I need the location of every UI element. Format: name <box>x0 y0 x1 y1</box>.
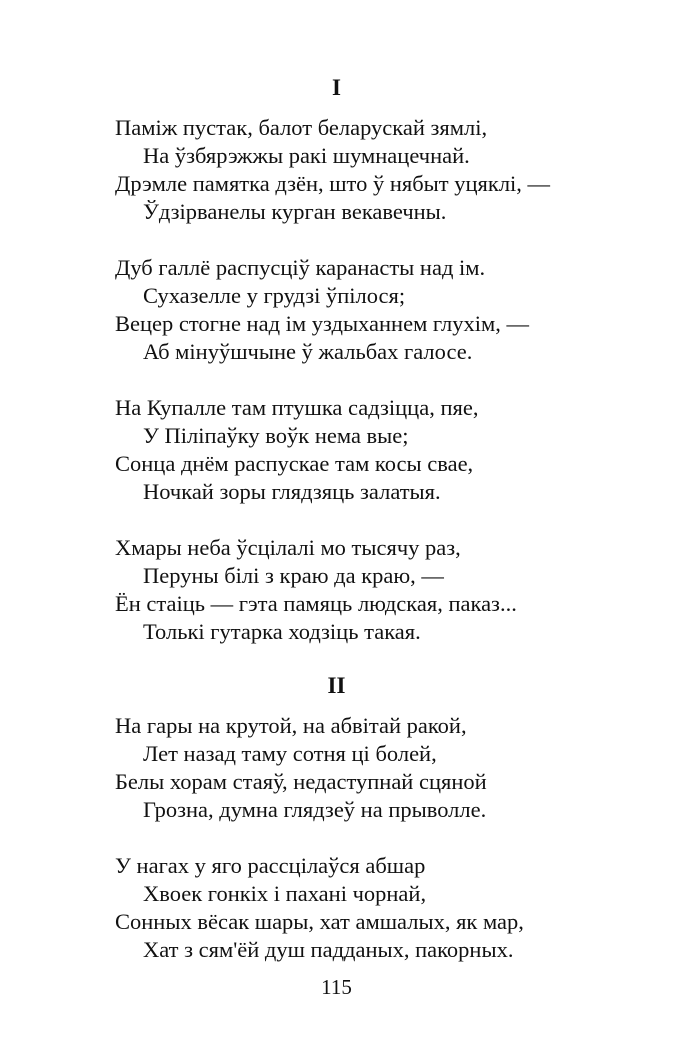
verse-line: Аб мінуўшчыне ў жальбах галосе. <box>143 339 473 364</box>
verse-line: На гары на крутой, на абвітай ракой, <box>115 713 467 738</box>
verse-line: Сонца днём распускае там косы свае, <box>115 451 474 476</box>
verse-line: У нагах у яго рассцілаўся абшар <box>115 853 426 878</box>
verse-line: Сухазелле у грудзі ўпілося; <box>143 283 406 308</box>
verse-line: Хмары неба ўсцілалі мо тысячу раз, <box>115 535 461 560</box>
verse-line: Хат з сям'ёй душ падданых, пакорных. <box>143 937 514 962</box>
verse-line: Ён стаіць — гэта памяць людская, паказ... <box>115 591 517 616</box>
section-number-1: I <box>332 75 341 100</box>
verse-line: Ўдзірванелы курган векавечны. <box>143 199 447 224</box>
section-number-2: II <box>327 673 346 698</box>
verse-line: Дуб галлё распусціў каранасты над ім. <box>115 255 486 280</box>
verse-line: Перуны білі з краю да краю, — <box>143 563 444 588</box>
verse-line: Сонных вёсак шары, хат амшалых, як мар, <box>115 909 524 934</box>
verse-line: Хвоек гонкіх і пахані чорнай, <box>143 881 427 906</box>
verse-line: Ночкай зоры глядзяць залатыя. <box>143 479 441 504</box>
page-number: 115 <box>321 975 352 999</box>
verse-line: Лет назад таму сотня ці болей, <box>143 741 437 766</box>
verse-line: На Купалле там птушка садзіцца, пяе, <box>115 395 479 420</box>
verse-line: Толькі гутарка ходзіць такая. <box>143 619 421 644</box>
verse-line: Белы хорам стаяў, недаступнай сцяной <box>115 769 487 794</box>
verse-line: Паміж пустак, балот беларускай зямлі, <box>115 115 488 140</box>
verse-line: Грозна, думна глядзеў на прыволле. <box>143 797 487 822</box>
verse-line: На ўзбярэжжы ракі шумнацечнай. <box>143 143 470 168</box>
verse-line: Дрэмле памятка дзён, што ў нябыт уцяклі, — <box>115 171 551 196</box>
verse-line: Вецер стогне над ім уздыханнем глухім, — <box>115 311 529 336</box>
verse-line: У Пiлiпаўку воўк нема вые; <box>143 423 409 448</box>
